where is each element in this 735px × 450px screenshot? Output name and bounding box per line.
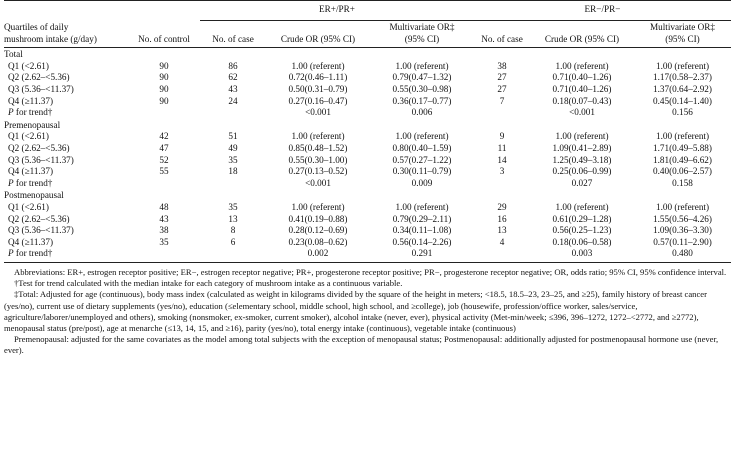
trend-row bbox=[4, 248, 731, 262]
multivariate-or-neg-cell: 0.57(0.11–2.90) bbox=[653, 236, 712, 247]
control-count-cell: 47 bbox=[159, 143, 169, 154]
col-header-case: No. of case bbox=[200, 20, 266, 48]
col-header-multivariate-line2: (95% CI) bbox=[404, 33, 440, 44]
table-row bbox=[4, 237, 731, 249]
case-count-neg-cell: 3 bbox=[499, 166, 505, 177]
crude-or-cell: 0.41(0.19–0.88) bbox=[288, 213, 348, 224]
col-header-quartile-line1: Quartiles of daily bbox=[4, 22, 69, 33]
multivariate-or-neg-cell: 1.71(0.49–5.88) bbox=[653, 143, 712, 154]
col-header-crude-neg: Crude OR (95% CI) bbox=[530, 20, 634, 48]
multivariate-or-cell: 0.80(0.40–1.59) bbox=[392, 143, 452, 154]
multivariate-or-neg-cell: 1.55(0.56–4.26) bbox=[653, 213, 712, 224]
control-count-cell: 42 bbox=[159, 131, 169, 142]
case-count-cell: 49 bbox=[228, 143, 238, 154]
crude-or-cell: 0.27(0.16–0.47) bbox=[288, 95, 348, 106]
multivariate-or-neg-cell: 1.09(0.36–3.30) bbox=[653, 225, 712, 236]
header-row-groups bbox=[4, 1, 731, 21]
table-row bbox=[4, 202, 731, 214]
crude-or-cell: 1.00 (referent) bbox=[291, 202, 345, 212]
trend-empty bbox=[200, 178, 266, 190]
multivariate-or-cell: 0.79(0.29–2.11) bbox=[392, 213, 452, 224]
multivariate-or-cell: 0.55(0.30–0.98) bbox=[392, 84, 452, 95]
quartile-cell: Q1 (<2.61) bbox=[8, 202, 49, 212]
control-count-cell: 90 bbox=[159, 72, 169, 83]
case-count-cell: 24 bbox=[228, 95, 238, 106]
table-row bbox=[4, 72, 731, 84]
case-count-neg-cell: 9 bbox=[499, 131, 505, 142]
trend-crude-neg-p: 0.003 bbox=[530, 248, 634, 262]
col-header-multivariate-neg-line2: (95% CI) bbox=[665, 33, 700, 44]
control-count-cell: 55 bbox=[159, 166, 169, 177]
crude-or-neg-cell: 0.56(0.25–1.23) bbox=[552, 225, 612, 236]
multivariate-or-cell: 1.00 (referent) bbox=[395, 131, 449, 142]
case-count-neg-cell: 16 bbox=[497, 213, 507, 224]
table-row bbox=[4, 96, 731, 108]
case-count-neg-cell: 11 bbox=[497, 143, 507, 154]
table-row bbox=[4, 225, 731, 237]
case-count-neg-cell: 27 bbox=[497, 72, 507, 83]
multivariate-or-cell: 0.79(0.47–1.32) bbox=[392, 72, 452, 83]
table-row bbox=[4, 131, 731, 143]
trend-row bbox=[4, 178, 731, 190]
case-count-cell: 18 bbox=[228, 166, 238, 177]
crude-or-cell: 0.50(0.31–0.79) bbox=[288, 84, 348, 95]
case-count-cell: 6 bbox=[230, 236, 236, 247]
trend-empty bbox=[474, 107, 530, 119]
quartile-cell: Q2 (2.62–<5.36) bbox=[8, 213, 70, 224]
table-row bbox=[4, 84, 731, 96]
crude-or-neg-cell: 1.00 (referent) bbox=[555, 60, 609, 71]
case-count-neg-cell: 29 bbox=[497, 202, 507, 212]
trend-empty bbox=[200, 248, 266, 262]
case-count-cell: 8 bbox=[230, 225, 236, 236]
control-count-cell: 43 bbox=[159, 213, 169, 224]
table-row bbox=[4, 61, 731, 73]
multivariate-or-cell: 0.34(0.11–1.08) bbox=[392, 225, 452, 236]
footnote-adjustment: ‡Total: Adjusted for age (continuous), body mass index (calculated as weight in kilograms divided by the square of the height in meters; <18.5, 18.5–23, 23–25, and ≥25), family history of breast cancer (yes/no), current use of dietary supplements (yes/no), education (≤elementary school, middle school, high school, and ≥college), job (housewife, profession/office worker, sales/service, agriculture/laborer/unemployed and others), smoking (nonsmoker, ex-smoker, current smoker), alcohol intake (never, ever), physical activity (Met-min/week; ≤396, 396–1272, 1272–<2772, and ≥2772), menopausal status (pre/post), age at menarche (≤13, 14, 15, and ≥16), parity (yes/no), total energy intake (continuous), vegetable intake (continuous) bbox=[4, 289, 707, 333]
multivariate-or-cell: 1.00 (referent) bbox=[395, 60, 449, 71]
case-count-neg-cell: 4 bbox=[499, 236, 505, 247]
col-header-multivariate-neg bbox=[634, 20, 731, 48]
header-row-columns bbox=[4, 20, 731, 48]
multivariate-or-cell: 0.30(0.11–0.79) bbox=[392, 166, 452, 177]
footnote-trend-test: †Test for trend calculated with the median intake for each category of mushroom intake as a continuous variable. bbox=[14, 278, 403, 289]
quartile-cell: Q2 (2.62–<5.36) bbox=[8, 72, 70, 83]
crude-or-neg-cell: 1.00 (referent) bbox=[555, 131, 609, 142]
quartile-cell: Q1 (<2.61) bbox=[8, 131, 49, 142]
col-header-case-neg: No. of case bbox=[474, 20, 530, 48]
trend-multivariate-neg-p: 0.158 bbox=[672, 177, 693, 188]
footnote-menopausal: Premenopausal: adjusted for the same covariates as the model among total subjects with the exception of menopausal status; Postmenopausal: additionally adjusted for postmenopausal hormone use (never, ever). bbox=[4, 334, 719, 356]
table-row bbox=[4, 166, 731, 178]
crude-or-neg-cell: 0.71(0.40–1.26) bbox=[552, 72, 612, 83]
multivariate-or-cell: 0.36(0.17–0.77) bbox=[392, 95, 452, 106]
crude-or-cell: 0.55(0.30–1.00) bbox=[288, 154, 348, 165]
trend-multivariate-neg-p: 0.480 bbox=[634, 248, 731, 262]
section-label: Postmenopausal bbox=[4, 190, 64, 201]
crude-or-cell: 0.28(0.12–0.69) bbox=[288, 225, 348, 236]
crude-or-neg-cell: 1.00 (referent) bbox=[555, 202, 609, 212]
crude-or-neg-cell: 0.18(0.06–0.58) bbox=[552, 236, 612, 247]
multivariate-or-neg-cell: 1.00 (referent) bbox=[655, 60, 710, 71]
crude-or-neg-cell: 1.25(0.49–3.18) bbox=[552, 154, 612, 165]
multivariate-or-neg-cell: 1.00 (referent) bbox=[655, 131, 710, 142]
control-count-cell: 90 bbox=[159, 84, 169, 95]
table-row bbox=[4, 214, 731, 226]
trend-empty bbox=[474, 178, 530, 190]
case-count-cell: 35 bbox=[228, 154, 238, 165]
table-footnotes bbox=[4, 267, 731, 357]
quartile-cell: Q2 (2.62–<5.36) bbox=[8, 143, 70, 154]
multivariate-or-cell: 1.00 (referent) bbox=[395, 202, 449, 212]
control-count-cell: 52 bbox=[159, 154, 169, 165]
section-header-row bbox=[4, 189, 731, 202]
case-count-cell: 86 bbox=[228, 60, 238, 71]
section-label: Premenopausal bbox=[4, 119, 61, 130]
case-count-cell: 13 bbox=[228, 213, 238, 224]
section-label: Total bbox=[4, 49, 23, 60]
footnote-abbreviations: Abbreviations: ER+, estrogen receptor positive; ER−, estrogen receptor negative; PR+, progesterone receptor positive; PR−, progesterone receptor negative; OR, odds ratio; 95% CI, 95% confidence interval. bbox=[14, 266, 727, 277]
trend-empty bbox=[128, 248, 200, 262]
section-header-row bbox=[4, 119, 731, 132]
multivariate-or-neg-cell: 1.37(0.64–2.92) bbox=[653, 84, 712, 95]
quartile-cell: Q1 (<2.61) bbox=[8, 60, 49, 71]
case-count-cell: 35 bbox=[228, 202, 238, 212]
control-count-cell: 35 bbox=[159, 236, 169, 247]
quartile-cell: Q3 (5.36–<11.37) bbox=[8, 154, 74, 165]
trend-crude-p: <0.001 bbox=[305, 107, 331, 118]
col-header-multivariate-neg-line1: Multivariate OR‡ bbox=[649, 22, 716, 33]
group-header-er-pos: ER+/PR+ bbox=[200, 1, 474, 21]
trend-crude-p: 0.002 bbox=[266, 248, 370, 262]
multivariate-or-neg-cell: 0.40(0.06–2.57) bbox=[653, 166, 712, 177]
trend-multivariate-p: 0.291 bbox=[370, 248, 474, 262]
trend-crude-p: <0.001 bbox=[305, 177, 331, 188]
results-table bbox=[4, 0, 731, 263]
case-count-cell: 43 bbox=[228, 84, 238, 95]
quartile-cell: Q3 (5.36–<11.37) bbox=[8, 84, 74, 95]
case-count-neg-cell: 13 bbox=[497, 225, 507, 236]
crude-or-cell: 1.00 (referent) bbox=[291, 131, 345, 142]
quartile-cell: Q3 (5.36–<11.37) bbox=[8, 225, 74, 236]
control-count-cell: 90 bbox=[159, 60, 169, 71]
trend-empty bbox=[474, 248, 530, 262]
table-row bbox=[4, 155, 731, 167]
col-header-multivariate bbox=[370, 20, 474, 48]
col-header-crude: Crude OR (95% CI) bbox=[266, 20, 370, 48]
trend-empty bbox=[200, 107, 266, 119]
case-count-neg-cell: 7 bbox=[499, 95, 505, 106]
table-row bbox=[4, 143, 731, 155]
trend-empty bbox=[128, 107, 200, 119]
trend-multivariate-neg-p: 0.156 bbox=[672, 107, 693, 118]
crude-or-cell: 1.00 (referent) bbox=[291, 60, 345, 71]
quartile-cell: Q4 (≥11.37) bbox=[8, 95, 54, 106]
crude-or-cell: 0.72(0.46–1.11) bbox=[288, 72, 348, 83]
quartile-cell: Q4 (≥11.37) bbox=[8, 166, 54, 177]
trend-crude-neg-p: 0.027 bbox=[571, 177, 593, 188]
control-count-cell: 90 bbox=[159, 95, 169, 106]
section-header-row bbox=[4, 48, 731, 61]
trend-multivariate-p: 0.006 bbox=[411, 107, 433, 118]
control-count-cell: 48 bbox=[159, 202, 169, 212]
trend-label: P for trend† bbox=[4, 248, 128, 262]
quartile-cell: Q4 (≥11.37) bbox=[8, 236, 54, 247]
col-header-quartile-line2: mushroom intake (g/day) bbox=[4, 33, 97, 44]
trend-empty bbox=[128, 178, 200, 190]
crude-or-neg-cell: 0.61(0.29–1.28) bbox=[552, 213, 612, 224]
col-header-multivariate-line1: Multivariate OR‡ bbox=[389, 22, 455, 33]
multivariate-or-cell: 0.57(0.27–1.22) bbox=[392, 154, 452, 165]
group-header-er-neg: ER−/PR− bbox=[474, 1, 731, 21]
control-count-cell: 38 bbox=[159, 225, 169, 236]
trend-row bbox=[4, 107, 731, 119]
trend-label: P for trend† bbox=[8, 177, 53, 188]
case-count-neg-cell: 14 bbox=[497, 154, 507, 165]
col-header-quartile bbox=[4, 20, 128, 48]
trend-multivariate-p: 0.009 bbox=[411, 177, 433, 188]
case-count-neg-cell: 27 bbox=[497, 84, 507, 95]
multivariate-or-neg-cell: 1.00 (referent) bbox=[655, 202, 710, 212]
crude-or-cell: 0.27(0.13–0.52) bbox=[288, 166, 348, 177]
crude-or-cell: 0.85(0.48–1.52) bbox=[288, 143, 348, 154]
multivariate-or-neg-cell: 1.81(0.49–6.62) bbox=[653, 154, 712, 165]
crude-or-neg-cell: 0.25(0.06–0.99) bbox=[552, 166, 612, 177]
trend-label: P for trend† bbox=[8, 107, 53, 118]
multivariate-or-neg-cell: 0.45(0.14–1.40) bbox=[653, 95, 712, 106]
case-count-cell: 51 bbox=[228, 131, 238, 142]
crude-or-cell: 0.23(0.08–0.62) bbox=[288, 236, 348, 247]
case-count-neg-cell: 38 bbox=[497, 60, 507, 71]
crude-or-neg-cell: 0.18(0.07–0.43) bbox=[552, 95, 612, 106]
multivariate-or-neg-cell: 1.17(0.58–2.37) bbox=[653, 72, 712, 83]
case-count-cell: 62 bbox=[228, 72, 238, 83]
col-header-control: No. of control bbox=[128, 20, 200, 48]
multivariate-or-cell: 0.56(0.14–2.26) bbox=[392, 236, 452, 247]
crude-or-neg-cell: 1.09(0.41–2.89) bbox=[552, 143, 612, 154]
trend-crude-neg-p: <0.001 bbox=[569, 107, 595, 118]
crude-or-neg-cell: 0.71(0.40–1.26) bbox=[552, 84, 612, 95]
